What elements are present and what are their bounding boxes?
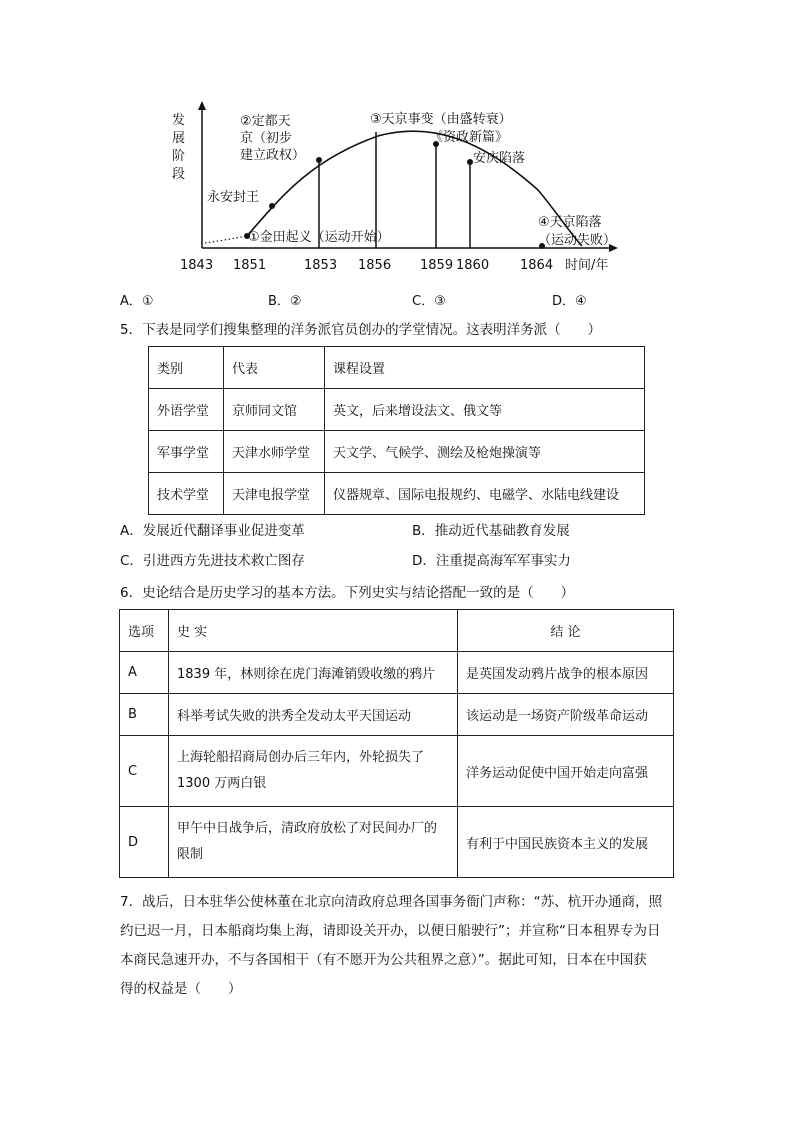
- annotation-anqing: 安庆陷落: [473, 151, 526, 166]
- table-cell: D: [120, 807, 169, 878]
- table-cell: 天文学、气候学、测绘及枪炮操演等: [325, 431, 645, 473]
- table-cell: 洋务运动促使中国开始走向富强: [458, 736, 674, 807]
- table-header-cell: 类别: [149, 347, 224, 389]
- table-cell: [169, 736, 458, 807]
- q7-line: 得的权益是（ ）: [120, 981, 242, 997]
- table-row: [120, 736, 674, 807]
- q7-line: 7．战后，日本驻华公使林董在北京向清政府总理各国事务衙门声称：“苏、杭开办通商，照: [120, 894, 663, 910]
- annotation-jintian: ①金田起义（运动开始）: [248, 230, 390, 245]
- x-axis-label: 时间/年: [565, 258, 609, 273]
- q6-table: [119, 609, 674, 878]
- point-yongan: [269, 203, 275, 209]
- table-cell: C: [120, 736, 169, 807]
- table-row: [149, 431, 645, 473]
- q7-stem: [120, 888, 675, 1004]
- table-row: [120, 807, 674, 878]
- y-axis-char: 阶: [172, 149, 186, 164]
- q5-stem: 5．下表是同学们搜集整理的洋务派官员创办的学堂情况。这表明洋务派（ ）: [120, 322, 602, 338]
- table-cell: 京师同文馆: [224, 389, 325, 431]
- table-header-cell: 课程设置: [325, 347, 645, 389]
- annotation-tianjing-fall-2: （运动失败）: [538, 233, 617, 248]
- annotation-tianjing-fall-1: ④天京陷落: [538, 215, 602, 230]
- table-cell: 科举考试失败的洪秀全发动太平天国运动: [169, 694, 458, 736]
- x-tick-label: 1851: [233, 258, 267, 273]
- table-row: [120, 694, 674, 736]
- annotation-dingdu-2: 京（初步: [240, 131, 293, 146]
- q5-table: [148, 346, 645, 515]
- table-cell: 有利于中国民族资本主义的发展: [458, 807, 674, 878]
- table-header-cell: 选项: [120, 610, 169, 652]
- table-cell: [169, 807, 458, 878]
- q5-option-b[interactable]: B．推动近代基础教育发展: [412, 523, 570, 539]
- annotation-yongan: 永安封王: [207, 190, 260, 205]
- table-row: [149, 389, 645, 431]
- table-header-cell: 结 论: [458, 610, 674, 652]
- table-cell: 军事学堂: [149, 431, 224, 473]
- annotation-zizheng: 《资政新篇》: [430, 130, 509, 145]
- x-tick-label: 1859: [420, 258, 454, 273]
- point-dingdu: [316, 157, 322, 163]
- table-header-cell: 史 实: [169, 610, 458, 652]
- table-header-cell: 代表: [224, 347, 325, 389]
- table-cell: 1839 年，林则徐在虎门海滩销毁收缴的鸦片: [169, 652, 458, 694]
- y-axis-char: 段: [172, 167, 186, 182]
- table-cell: A: [120, 652, 169, 694]
- y-axis-arrow-icon: [198, 101, 206, 110]
- q4-option-b[interactable]: B．②: [268, 294, 302, 309]
- table-row: [149, 473, 645, 515]
- table-header-row: [149, 347, 645, 389]
- table-header-row: [120, 610, 674, 652]
- y-axis-char: 发: [172, 113, 186, 128]
- x-tick-label: 1860: [456, 258, 490, 273]
- annotation-dingdu-3: 建立政权）: [240, 148, 306, 163]
- dotted-prelude-line: [205, 236, 247, 243]
- annotation-dingdu-1: ②定都天: [240, 114, 291, 129]
- fact-line: 上海轮船招商局创办后三年内，外轮损失了: [177, 750, 425, 765]
- x-tick-label: 1856: [358, 258, 392, 273]
- table-cell: 仪器规章、国际电报规约、电磁学、水陆电线建设: [325, 473, 645, 515]
- table-cell: 外语学堂: [149, 389, 224, 431]
- q4-option-a[interactable]: A．①: [120, 294, 154, 309]
- table-cell: B: [120, 694, 169, 736]
- q5-option-a[interactable]: A．发展近代翻译事业促进变革: [120, 523, 305, 539]
- q5-option-d[interactable]: D．注重提高海军军事实力: [412, 553, 571, 569]
- table-cell: 技术学堂: [149, 473, 224, 515]
- x-tick-label: 1864: [520, 258, 554, 273]
- table-cell: 该运动是一场资产阶级革命运动: [458, 694, 674, 736]
- taiping-development-chart: [150, 98, 650, 278]
- fact-line: 甲午中日战争后，清政府放松了对民间办厂的: [177, 821, 438, 836]
- fact-line: 限制: [177, 847, 204, 862]
- q7-line: 约已迟一月，日本船商均集上海，请即设关开办，以便日船驶行”；并宣称“日本租界专为日: [120, 923, 661, 939]
- table-cell: 是英国发动鸦片战争的根本原因: [458, 652, 674, 694]
- y-axis-char: 展: [172, 131, 186, 146]
- q7-line: 本商民急速开办，不与各国相干（有不愿开为公共租界之意）”。据此可知，日本在中国获: [120, 952, 647, 968]
- q4-option-d[interactable]: D．④: [552, 294, 587, 309]
- table-cell: 英文，后来增设法文、俄文等: [325, 389, 645, 431]
- x-tick-label: 1843: [180, 258, 214, 273]
- annotation-tianjing-incident: ③天京事变（由盛转衰）: [370, 112, 512, 127]
- q4-option-c[interactable]: C．③: [412, 294, 446, 309]
- fact-line: 1300 万两白银: [177, 776, 267, 791]
- table-row: [120, 652, 674, 694]
- table-cell: 天津水师学堂: [224, 431, 325, 473]
- q5-option-c[interactable]: C．引进西方先进技术救亡图存: [120, 553, 305, 569]
- q6-stem: 6．史论结合是历史学习的基本方法。下列史实与结论搭配一致的是（ ）: [120, 585, 575, 601]
- table-cell: 天津电报学堂: [224, 473, 325, 515]
- x-tick-label: 1853: [304, 258, 338, 273]
